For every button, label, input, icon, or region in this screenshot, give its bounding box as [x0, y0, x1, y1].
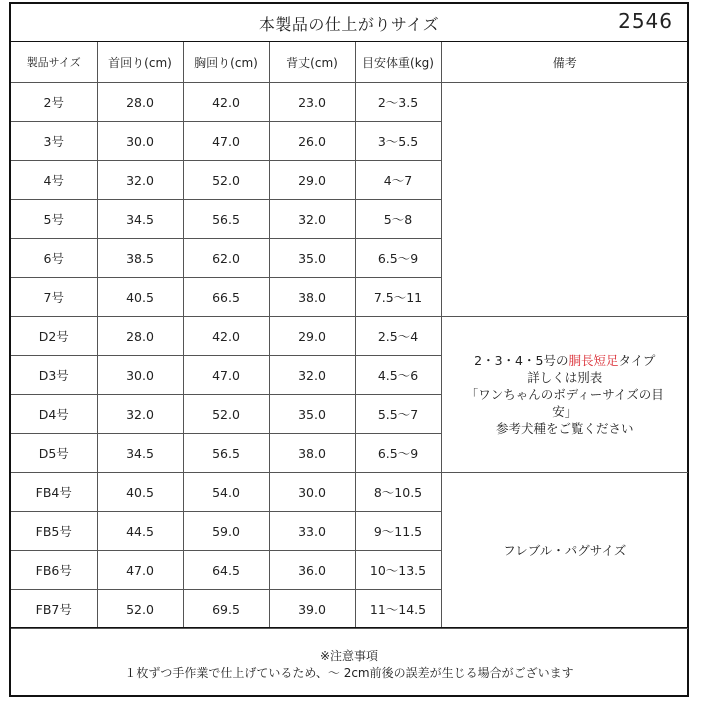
remark-d-series [441, 317, 688, 473]
cell-back-length: 38.0 [269, 434, 355, 473]
cell-weight: 7.5～11 [355, 278, 441, 317]
cell-size: 7号 [11, 278, 97, 317]
cell-neck: 32.0 [97, 161, 183, 200]
header-weight: 目安体重(kg) [355, 42, 441, 83]
cell-neck: 30.0 [97, 122, 183, 161]
table-row [11, 83, 688, 122]
cell-back-length: 35.0 [269, 395, 355, 434]
cell-chest: 42.0 [183, 83, 269, 122]
cell-back-length: 35.0 [269, 239, 355, 278]
header-row [11, 42, 688, 83]
cell-chest: 52.0 [183, 161, 269, 200]
cell-weight: 6.5～9 [355, 239, 441, 278]
cell-chest: 62.0 [183, 239, 269, 278]
cell-size: D4号 [11, 395, 97, 434]
cell-weight: 4.5～6 [355, 356, 441, 395]
cell-chest: 56.5 [183, 200, 269, 239]
cell-back-length: 29.0 [269, 161, 355, 200]
cell-chest: 42.0 [183, 317, 269, 356]
header-size: 製品サイズ [11, 42, 97, 83]
header-back-length: 背丈(cm) [269, 42, 355, 83]
cell-size: 3号 [11, 122, 97, 161]
cell-chest: 54.0 [183, 473, 269, 512]
cell-neck: 30.0 [97, 356, 183, 395]
notes-section [11, 627, 687, 695]
cell-weight: 10～13.5 [355, 551, 441, 590]
cell-neck: 52.0 [97, 590, 183, 629]
cell-neck: 40.5 [97, 278, 183, 317]
size-chart-sheet [9, 2, 689, 697]
cell-back-length: 32.0 [269, 200, 355, 239]
notes-heading: ※注意事項 [319, 649, 379, 663]
cell-weight: 2.5～4 [355, 317, 441, 356]
cell-size: D5号 [11, 434, 97, 473]
cell-size: FB5号 [11, 512, 97, 551]
title-bar [11, 4, 687, 42]
cell-size: D2号 [11, 317, 97, 356]
chart-title: 本製品の仕上がりサイズ [258, 15, 440, 34]
cell-neck: 28.0 [97, 83, 183, 122]
cell-chest: 64.5 [183, 551, 269, 590]
cell-chest: 47.0 [183, 122, 269, 161]
cell-back-length: 32.0 [269, 356, 355, 395]
cell-neck: 32.0 [97, 395, 183, 434]
remark-d-prefix: 2・3・4・5号の [474, 353, 569, 368]
cell-size: D3号 [11, 356, 97, 395]
cell-neck: 34.5 [97, 200, 183, 239]
remark-fb-series: フレブル・パグサイズ [441, 473, 688, 629]
remark-d-line-1 [442, 352, 689, 369]
remark-d-line-5: 参考犬種をご覧ください [495, 421, 634, 436]
cell-chest: 52.0 [183, 395, 269, 434]
cell-weight: 5.5～7 [355, 395, 441, 434]
header-neck: 首回り(cm) [97, 42, 183, 83]
cell-weight: 9～11.5 [355, 512, 441, 551]
cell-weight: 8～10.5 [355, 473, 441, 512]
cell-chest: 66.5 [183, 278, 269, 317]
cell-size: FB7号 [11, 590, 97, 629]
cell-weight: 4～7 [355, 161, 441, 200]
cell-back-length: 26.0 [269, 122, 355, 161]
cell-weight: 2～3.5 [355, 83, 441, 122]
cell-size: FB4号 [11, 473, 97, 512]
cell-back-length: 29.0 [269, 317, 355, 356]
remark-regular [441, 83, 688, 317]
cell-chest: 59.0 [183, 512, 269, 551]
table-row [11, 317, 688, 356]
remark-d-highlight: 胴長短足 [568, 353, 619, 368]
cell-neck: 40.5 [97, 473, 183, 512]
cell-weight: 3～5.5 [355, 122, 441, 161]
cell-neck: 44.5 [97, 512, 183, 551]
cell-chest: 69.5 [183, 590, 269, 629]
cell-back-length: 30.0 [269, 473, 355, 512]
header-chest: 胸回り(cm) [183, 42, 269, 83]
cell-size: 4号 [11, 161, 97, 200]
remark-d-suffix: タイプ [618, 353, 656, 368]
cell-weight: 6.5～9 [355, 434, 441, 473]
cell-neck: 34.5 [97, 434, 183, 473]
cell-weight: 5～8 [355, 200, 441, 239]
cell-back-length: 38.0 [269, 278, 355, 317]
cell-neck: 38.5 [97, 239, 183, 278]
cell-neck: 28.0 [97, 317, 183, 356]
remark-d-line-4: 安」 [552, 404, 578, 419]
cell-neck: 47.0 [97, 551, 183, 590]
remark-d-line-2: 詳しくは別表 [527, 370, 603, 385]
cell-size: 2号 [11, 83, 97, 122]
cell-chest: 47.0 [183, 356, 269, 395]
cell-weight: 11～14.5 [355, 590, 441, 629]
size-table [11, 42, 688, 629]
cell-back-length: 33.0 [269, 512, 355, 551]
cell-chest: 56.5 [183, 434, 269, 473]
notes-body: １枚ずつ手作業で仕上げているため、～ 2cm前後の誤差が生じる場合がございます [124, 666, 574, 680]
cell-back-length: 23.0 [269, 83, 355, 122]
cell-size: FB6号 [11, 551, 97, 590]
header-remarks: 備考 [441, 42, 688, 83]
remark-d-line-3: 「ワンちゃんのボディーサイズの目 [465, 387, 664, 402]
cell-size: 6号 [11, 239, 97, 278]
cell-size: 5号 [11, 200, 97, 239]
cell-back-length: 39.0 [269, 590, 355, 629]
product-code: 2546 [618, 9, 673, 33]
table-row [11, 473, 688, 512]
cell-back-length: 36.0 [269, 551, 355, 590]
